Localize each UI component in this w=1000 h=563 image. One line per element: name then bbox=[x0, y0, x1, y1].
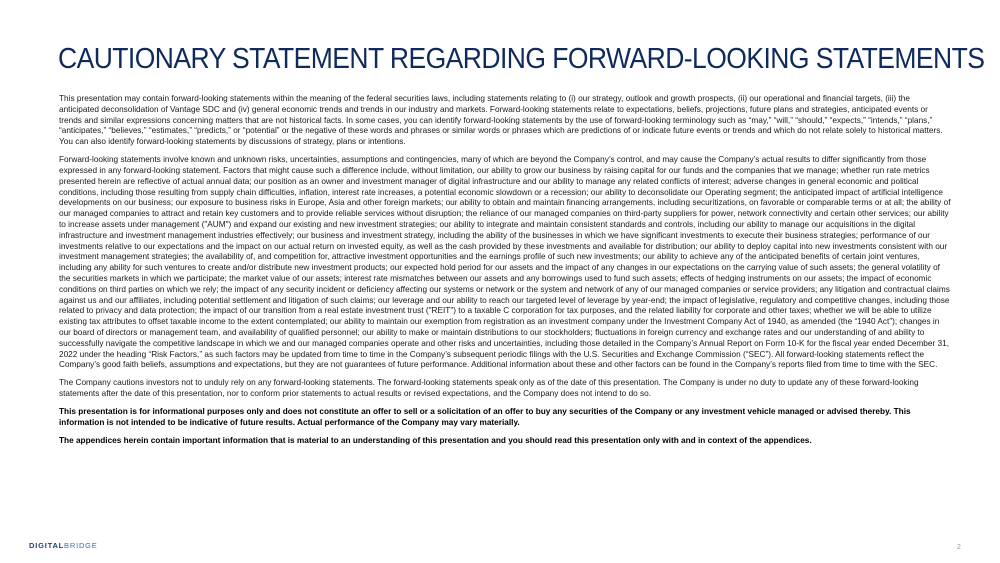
paragraph-appendices: The appendices herein contain important information that is material to an understanding of this presentation and you should read this presentation only with and in context of the appendices. bbox=[59, 435, 812, 445]
logo-text-bridge: BRIDGE bbox=[64, 541, 98, 550]
page-title: CAUTIONARY STATEMENT REGARDING FORWARD-LOOKING STATEMENTS bbox=[58, 43, 985, 75]
disclaimer-body bbox=[59, 94, 951, 454]
page-number: 2 bbox=[957, 544, 961, 551]
paragraph-caution: The Company cautions investors not to unduly rely on any forward-looking statements. The forward-looking statements speak only as of the date of this presentation. The Company is under no duty to update any of these forward-looking statements after the date of this presentation, nor to conform prior statements to actual results or revised expectations, and the Company does not intend to do so. bbox=[59, 378, 919, 399]
logo-text-digital: DIGITAL bbox=[29, 541, 65, 550]
paragraph-risk-factors: Forward-looking statements involve known and unknown risks, uncertainties, assumptions and contingencies, many of which are beyond the Company’s control, and may cause the Company’s actual results to differ significantly from those expressed in any forward-looking statement. Factors that might cause such a difference include, without limitation, our ability to grow our business by raising capital for our funds and the companies that we manage; whether run rate metrics presented herein are reflective of actual annual data; our position as an owner and investment manager of digital infrastructure and our ability to manage any related conflicts of interest; adverse changes in general economic and political conditions, including those resulting from supply chain difficulties, inflation, interest rate increases, a potential economic slowdown or a recession; our ability to deconsolidate our Operating segment; the anticipated impact of artificial intelligence developments on our business; our exposure to business risks in Europe, Asia and other foreign markets; our ability to obtain and maintain financing arrangements, including securitizations, on favorable or comparable terms or at all; the ability of our managed companies to attract and retain key customers and to provide reliable services without disruption; the reliance of our managed companies on third-party suppliers for power, network connectivity and certain other services; our ability to increase assets under management ("AUM") and expand our existing and new investment strategies; our ability to integrate and maintain consistent standards and controls, including our ability to manage our acquisitions in the digital infrastructure and investment management industries effectively; our business and investment strategy, including the ability of the businesses in which we have significant investments to execute their business strategies; performance of our investments relative to our expectations and the impact on our actual return on invested equity, as well as the cash provided by these investments and available for distribution; our ability to deploy capital into new investments consistent with our investment management strategies; the availability of, and competition for, attractive investment opportunities and the earnings profile of such new investments; our ability to achieve any of the anticipated benefits of certain joint ventures, including any ability for such ventures to create and/or distribute new investment products; our expected hold period for our assets and the impact of any changes in our expectations on the carrying value of such assets; the general volatility of the securities markets in which we participate; the market value of our assets; interest rate mismatches between our assets and any borrowings used to fund such assets; effects of hedging instruments on our assets; the impact of economic conditions on third parties on which we rely; the impact of any security incident or deficiency affecting our systems or network or the system and network of any of our managed companies or service providers; any litigation and contractual claims against us and our affiliates, including potential settlement and litigation of such claims; our leverage and our ability to reach our targeted level of leverage by year-end; the impact of legislative, regulatory and competitive changes, including those related to privacy and data protection; the impact of our transition from a real estate investment trust ("REIT") to a taxable C corporation for tax purposes, and the related liability for corporate and other taxes; whether we will be able to utilize existing tax attributes to offset taxable income to the extent contemplated; our ability to maintain our exemption from registration as an investment company under the Investment Company Act of 1940, as amended (the “1940 Act”); changes in our board of directors or management team, and availability of qualified personnel; our ability to make or maintain distributions to our stockholders; fluctuations in foreign currency and exchange rates and our understanding of and ability to successfully navigate the competitive landscape in which we and our managed companies operate and other risks and uncertainties, including those detailed in the Company’s Annual Report on Form 10-K for the fiscal year ended December 31, 2022 under the heading “Risk Factors,” as such factors may be updated from time to time in the Company’s subsequent periodic filings with the U.S. Securities and Exchange Commission (“SEC”). All forward-looking statements reflect the Company’s good faith beliefs, assumptions and expectations, but they are not guarantees of future performance. Additional information about these and other factors can be found in the Company’s reports filed from time to time with the SEC. bbox=[59, 155, 951, 370]
paragraph-intro: This presentation may contain forward-looking statements within the meaning of the federal securities laws, including statements relating to (i) our strategy, outlook and growth prospects, (ii) our operational and financial targets, (iii) the anticipated deconsolidation of Vantage SDC and (iv) general economic trends and trends in our industry and markets. Forward-looking statements relate to expectations, beliefs, projections, future plans and strategies, anticipated events or trends and similar expressions concerning matters that are not historical facts. In some cases, you can identify forward-looking statements by the use of forward-looking terminology such as “may,” “will,” “should,” “expects,” “intends,” “plans,” “anticipates,” “believes,” “estimates,” “predicts,” or “potential” or the negative of these words and phrases or similar words or phrases which are predictions of or indicate future events or trends and which do not relate solely to historical matters. You can also identify forward-looking statements by discussions of strategy, plans or intentions. bbox=[59, 94, 943, 147]
digitalbridge-logo bbox=[29, 541, 98, 550]
paragraph-informational-purposes: This presentation is for informational purposes only and does not constitute an offer to sell or a solicitation of an offer to buy any securities of the Company or any investment vehicle managed or advised thereby. This information is not intended to be indicative of future results. Actual performance of the Company may vary materially. bbox=[59, 407, 911, 427]
